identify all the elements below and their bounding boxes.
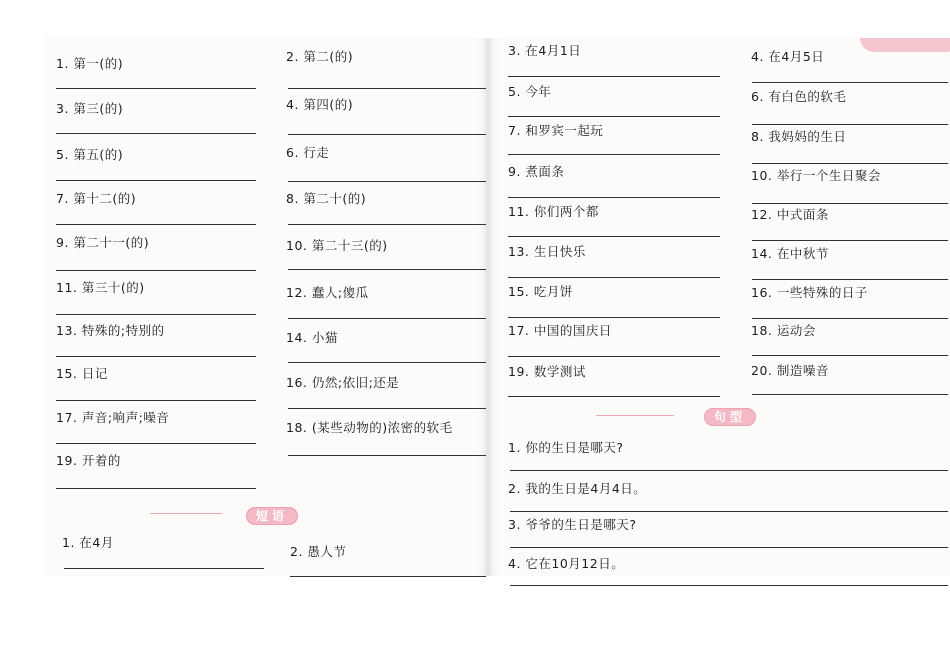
answer-line[interactable] [56,488,256,489]
vocab-item: 13. 特殊的;特别的 [56,323,165,338]
answer-line[interactable] [288,408,486,409]
vocab-item: 15. 日记 [56,366,108,381]
answer-line[interactable] [752,124,948,125]
vocab-item: 7. 第十二(的) [56,191,137,206]
vocab-item: 8. 我妈妈的生日 [751,129,847,144]
vocab-item: 9. 第二十一(的) [56,235,150,250]
answer-line[interactable] [752,240,948,241]
vocab-item: 17. 声音;响声;噪音 [56,410,170,425]
sentence-section-title: 句型 [704,408,756,426]
vocab-item: 11. 你们两个都 [508,204,599,219]
answer-line[interactable] [64,568,264,569]
answer-line[interactable] [288,224,486,225]
answer-line[interactable] [752,394,948,395]
answer-line[interactable] [752,279,948,280]
answer-line[interactable] [508,396,720,397]
answer-line[interactable] [752,203,948,204]
answer-line[interactable] [288,362,486,363]
vocab-item: 10. 举行一个生日聚会 [751,168,881,183]
vocab-item: 18. (某些动物的)浓密的软毛 [286,420,453,435]
vocab-item: 13. 生日快乐 [508,244,586,259]
vocab-item: 4. 在4月5日 [751,49,825,64]
answer-line[interactable] [288,181,486,182]
vocab-item: 7. 和罗宾一起玩 [508,123,604,138]
vocab-item: 16. 仍然;依旧;还是 [286,375,400,390]
phrase-item: 1. 在4月 [62,535,114,550]
answer-line[interactable] [508,236,720,237]
vocab-item: 16. 一些特殊的日子 [751,285,868,300]
answer-line[interactable] [508,76,720,77]
sentence-item: 3. 爷爷的生日是哪天? [508,517,637,532]
sentence-item: 1. 你的生日是哪天? [508,440,624,455]
vocab-item: 10. 第二十三(的) [286,238,388,253]
vocab-item: 5. 第五(的) [56,147,124,162]
answer-line[interactable] [752,82,948,83]
pink-corner-decoration [860,38,950,52]
vocab-item: 20. 制造噪音 [751,363,829,378]
answer-line[interactable] [508,317,720,318]
vocab-item: 19. 开着的 [56,453,121,468]
vocab-item: 3. 第三(的) [56,101,124,116]
vocab-item: 15. 吃月饼 [508,284,573,299]
answer-line[interactable] [56,133,256,134]
vocab-item: 19. 数学测试 [508,364,586,379]
vocab-item: 1. 第一(的) [56,56,124,71]
banner-rule [596,415,674,416]
answer-line[interactable] [290,576,486,577]
answer-line[interactable] [752,163,948,164]
answer-line[interactable] [288,88,486,89]
vocab-item: 2. 第二(的) [286,49,354,64]
answer-line[interactable] [56,443,256,444]
sentence-item: 4. 它在10月12日。 [508,556,625,571]
answer-line[interactable] [510,470,948,471]
answer-line[interactable] [508,116,720,117]
answer-line[interactable] [508,154,720,155]
vocab-item: 14. 在中秋节 [751,246,829,261]
vocab-item: 14. 小猫 [286,330,338,345]
vocab-item: 18. 运动会 [751,323,816,338]
vocab-item: 6. 行走 [286,145,330,160]
answer-line[interactable] [56,180,256,181]
answer-line[interactable] [56,88,256,89]
vocab-item: 11. 第三十(的) [56,280,145,295]
answer-line[interactable] [56,314,256,315]
answer-line[interactable] [56,270,256,271]
vocab-item: 17. 中国的国庆日 [508,323,612,338]
answer-line[interactable] [508,356,720,357]
phrase-item: 2. 愚人节 [290,544,347,559]
vocab-item: 3. 在4月1日 [508,43,582,58]
answer-line[interactable] [510,585,948,586]
vocab-item: 6. 有白色的软毛 [751,89,847,104]
answer-line[interactable] [56,356,256,357]
answer-line[interactable] [56,224,256,225]
answer-line[interactable] [508,277,720,278]
vocab-item: 8. 第二十(的) [286,191,367,206]
left-page [44,38,486,576]
sentence-item: 2. 我的生日是4月4日。 [508,481,647,496]
phrase-section-title: 短语 [246,507,298,525]
banner-rule [150,513,222,514]
vocab-item: 12. 蠢人;傻瓜 [286,285,369,300]
answer-line[interactable] [510,547,948,548]
vocab-item: 12. 中式面条 [751,207,829,222]
vocab-item: 9. 煮面条 [508,164,565,179]
answer-line[interactable] [288,318,486,319]
answer-line[interactable] [288,269,486,270]
answer-line[interactable] [288,455,486,456]
answer-line[interactable] [752,318,948,319]
vocab-item: 5. 今年 [508,84,552,99]
vocab-item: 4. 第四(的) [286,97,354,112]
answer-line[interactable] [752,355,948,356]
answer-line[interactable] [288,134,486,135]
answer-line[interactable] [508,197,720,198]
answer-line[interactable] [510,511,948,512]
answer-line[interactable] [56,400,256,401]
